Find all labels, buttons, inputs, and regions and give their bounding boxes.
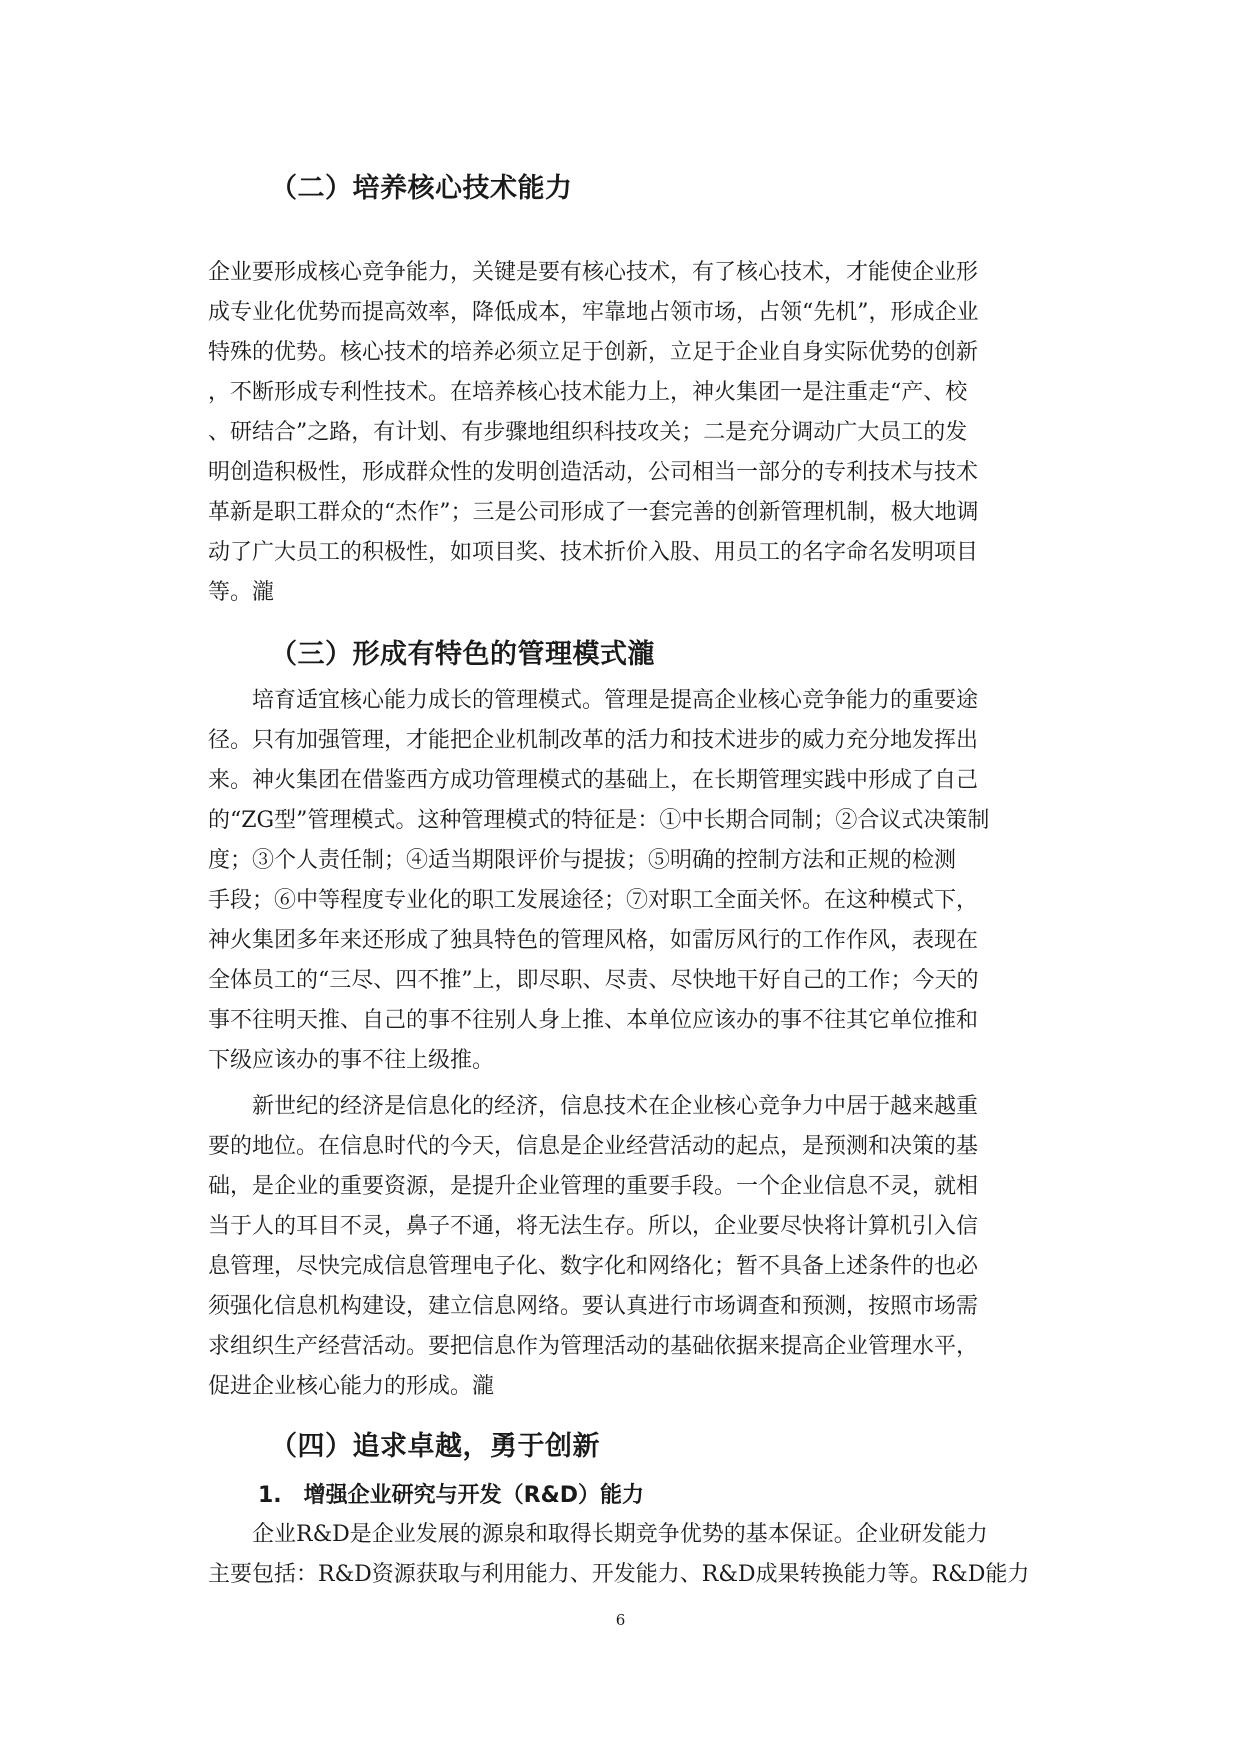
paragraph-line: 手段；⑥中等程度专业化的职工发展途径；⑦对职工全面关怀。在这种模式下，	[208, 888, 979, 913]
paragraph-line: 成专业化优势而提高效率，降低成本，牢靠地占领市场，占领“先机”，形成企业	[208, 300, 979, 325]
paragraph-line: 企业要形成核心竞争能力，关键是要有核心技术，有了核心技术，才能使企业形	[208, 260, 979, 285]
page-number: 6	[615, 1611, 626, 1629]
subheading-rd-capability: 1. 增强企业研究与开发（R&D）能力	[258, 1483, 645, 1508]
paragraph-line: 求组织生产经营活动。要把信息作为管理活动的基础依据来提高企业管理水平，	[208, 1334, 979, 1359]
paragraph-line: 促进企业核心能力的形成。瀧	[208, 1374, 495, 1399]
paragraph-line: 企业R&D是企业发展的源泉和取得长期竞争优势的基本保证。企业研发能力	[252, 1522, 988, 1547]
heading-distinctive-management-model: （三）形成有特色的管理模式瀧	[270, 639, 655, 670]
paragraph-line: 息管理，尽快完成信息管理电子化、数字化和网络化；暂不具备上述条件的也必	[208, 1254, 979, 1279]
paragraph-line: 径。只有加强管理，才能把企业机制改革的活力和技术进步的威力充分地发挥出	[208, 728, 979, 753]
heading-cultivate-core-technology: （二）培养核心技术能力	[270, 173, 573, 204]
paragraph-line: 度；③个人责任制；④适当期限评价与提拔；⑤明确的控制方法和正规的检测	[208, 848, 957, 873]
paragraph-line: 特殊的优势。核心技术的培养必须立足于创新，立足于企业自身实际优势的创新	[208, 340, 979, 365]
paragraph-line: 要的地位。在信息时代的今天，信息是企业经营活动的起点，是预测和决策的基	[208, 1134, 979, 1159]
paragraph-line: 础，是企业的重要资源，是提升企业管理的重要手段。一个企业信息不灵，就相	[208, 1174, 979, 1199]
paragraph-line: 事不往明天推、自己的事不往别人身上推、本单位应该办的事不往其它单位推和	[208, 1008, 979, 1033]
paragraph-line: 神火集团多年来还形成了独具特色的管理风格，如雷厉风行的工作作风，表现在	[208, 928, 979, 953]
paragraph-line: 革新是职工群众的“杰作”；三是公司形成了一套完善的创新管理机制，极大地调	[208, 500, 979, 525]
paragraph-line: 明创造积极性，形成群众性的发明创造活动，公司相当一部分的专利技术与技术	[208, 460, 979, 485]
paragraph-line: 全体员工的“三尽、四不推”上，即尽职、尽责、尽快地干好自己的工作；今天的	[208, 968, 979, 993]
paragraph-line: 主要包括：R&D资源获取与利用能力、开发能力、R&D成果转换能力等。R&D能力	[208, 1562, 1030, 1587]
paragraph-line: 下级应该办的事不往上级推。	[208, 1048, 495, 1073]
paragraph-line: 当于人的耳目不灵，鼻子不通，将无法生存。所以，企业要尽快将计算机引入信	[208, 1214, 979, 1239]
heading-pursue-excellence: （四）追求卓越，勇于创新	[270, 1431, 600, 1462]
paragraph-line: 等。瀧	[208, 580, 275, 605]
paragraph-line: 来。神火集团在借鉴西方成功管理模式的基础上，在长期管理实践中形成了自己	[208, 768, 979, 793]
paragraph-line: 须强化信息机构建设，建立信息网络。要认真进行市场调查和预测，按照市场需	[208, 1294, 979, 1319]
paragraph-line: 培育适宜核心能力成长的管理模式。管理是提高企业核心竞争能力的重要途	[252, 688, 979, 713]
paragraph-line: 的“ZG型”管理模式。这种管理模式的特征是：①中长期合同制；②合议式决策制	[208, 808, 990, 833]
paragraph-line: 动了广大员工的积极性，如项目奖、技术折价入股、用员工的名字命名发明项目	[208, 540, 979, 565]
paragraph-line: 、研结合”之路，有计划、有步骤地组织科技攻关；二是充分调动广大员工的发	[208, 420, 968, 445]
paragraph-line: ，不断形成专利性技术。在培养核心技术能力上，神火集团一是注重走“产、校	[208, 380, 968, 405]
paragraph-line: 新世纪的经济是信息化的经济，信息技术在企业核心竞争力中居于越来越重	[252, 1094, 979, 1119]
